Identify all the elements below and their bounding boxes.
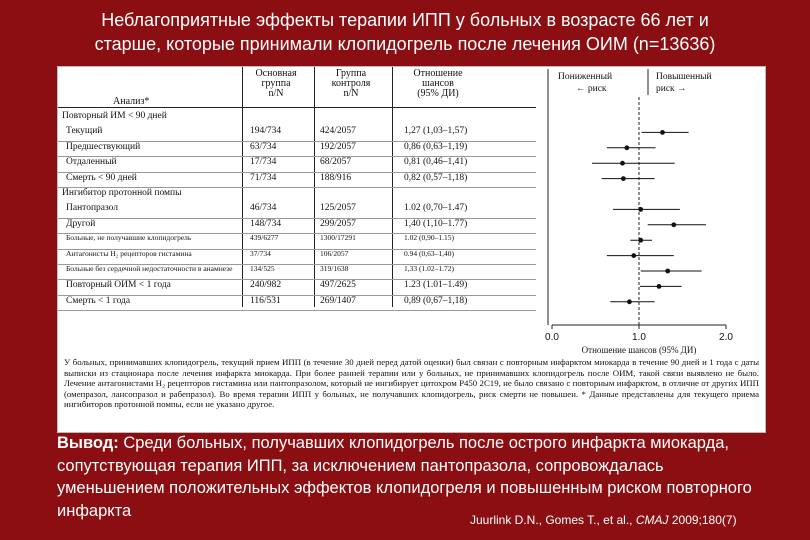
- row-label: Смерть < 1 года: [66, 295, 131, 306]
- scanned-table-figure: [57, 66, 766, 433]
- row-control-value: 192/2057: [320, 141, 356, 152]
- citation-authors: Juurlink D.N., Gomes T., et al.,: [470, 513, 636, 527]
- title-line-2: старше, которые принимали клопидогрель после лечения ОИМ (n=13636): [94, 34, 716, 54]
- legend-higher-risk: Повышенный риск →: [656, 72, 712, 94]
- forest-plot-svg: [545, 67, 763, 357]
- table-row: [58, 188, 536, 199]
- row-control-value: 319/1638: [320, 264, 349, 273]
- table-row: [58, 142, 536, 153]
- table-row: [58, 111, 536, 122]
- table-row: [58, 265, 536, 276]
- results-table: [58, 67, 536, 349]
- row-control-value: 1300/17291: [320, 233, 356, 243]
- point-estimate: [660, 130, 665, 135]
- table-row: [58, 126, 536, 137]
- row-or-value: 1,40 (1,10–1.77): [404, 218, 468, 229]
- row-label: Отдаленный: [66, 157, 117, 168]
- row-or-value: 1,27 (1,03–1,57): [404, 126, 468, 137]
- conclusion: [57, 432, 757, 522]
- row-or-value: 1.02 (0,90–1.15): [404, 233, 454, 243]
- point-estimate: [627, 299, 632, 304]
- row-control-value: 188/916: [320, 172, 352, 183]
- header-odds-ratio: Отношение шансов (95% ДИ): [413, 68, 463, 99]
- point-estimate: [621, 176, 626, 181]
- row-control-value: 497/2625: [320, 280, 356, 291]
- table-row: [58, 173, 536, 184]
- row-label: Пантопразол: [66, 203, 119, 214]
- point-estimate: [671, 222, 676, 227]
- point-estimate: [620, 161, 625, 166]
- table-row: [58, 280, 536, 291]
- x-axis-label: Отношение шансов (95% ДИ): [581, 345, 697, 355]
- row-label: Больные, не получавшие клопидогрель: [66, 233, 192, 243]
- row-label: Другой: [66, 218, 96, 229]
- x-tick-label: 2.0: [719, 332, 733, 343]
- row-main-value: 439/6277: [250, 233, 279, 243]
- table-row: [58, 234, 536, 245]
- table-row: [58, 250, 536, 261]
- row-main-value: 46/734: [250, 203, 277, 214]
- title-line-1: Неблагоприятные эффекты терапии ИПП у больных в возрасте 66 лет и: [101, 10, 709, 30]
- row-main-value: 71/734: [250, 172, 277, 183]
- row-label: Повторный ОИМ < 1 года: [66, 280, 171, 291]
- row-or-value: 0,86 (0,63–1,19): [404, 141, 468, 152]
- table-row: [58, 219, 536, 230]
- row-label: Ингибитор протонной помпы: [62, 188, 182, 198]
- x-tick-label: 1.0: [632, 332, 646, 343]
- row-main-value: 194/734: [250, 126, 282, 137]
- point-estimate: [665, 269, 670, 274]
- row-main-value: 148/734: [250, 218, 282, 229]
- row-label: Текущий: [66, 126, 103, 137]
- row-control-value: 125/2057: [320, 203, 356, 214]
- header-rule: [58, 107, 536, 108]
- row-control-value: 424/2057: [320, 126, 356, 137]
- row-control-value: 269/1407: [320, 295, 356, 306]
- point-estimate: [624, 145, 629, 150]
- slide-title: [0, 8, 810, 56]
- row-or-value: 1.23 (1.01–1.49): [404, 280, 468, 291]
- header-main-group: Основная группа n/N: [255, 68, 297, 99]
- row-main-value: 240/982: [250, 280, 282, 291]
- point-estimate: [631, 253, 636, 258]
- row-main-value: 17/734: [250, 157, 277, 168]
- row-control-value: 299/2057: [320, 218, 356, 229]
- row-or-value: 1,33 (1.02–1.72): [404, 264, 454, 273]
- row-label: Больные без сердечной недостаточности в анамнезе: [66, 264, 233, 273]
- row-label: Смерть < 90 дней: [66, 172, 137, 183]
- legend-lower-risk: Пониженный ← риск: [558, 72, 613, 94]
- row-rule: [58, 310, 536, 311]
- table-row: [58, 296, 536, 307]
- point-estimate: [638, 207, 643, 212]
- row-or-value: 1.02 (0,70–1.47): [404, 203, 468, 214]
- row-control-value: 68/2057: [320, 157, 352, 168]
- row-label: Антагонисты H₂ рецепторов гистамина: [66, 248, 192, 258]
- conclusion-label: Вывод:: [57, 434, 119, 452]
- forest-plot: [545, 67, 763, 357]
- row-control-value: 106/2057: [320, 248, 349, 258]
- row-or-value: 0.94 (0,63–1,40): [404, 248, 454, 258]
- point-estimate: [657, 284, 662, 289]
- table-row: [58, 203, 536, 214]
- header-analysis: Анализ*: [113, 96, 150, 107]
- x-tick-label: 0.0: [545, 332, 559, 343]
- row-main-value: 134/525: [250, 264, 275, 273]
- citation-ref: 2009;180(7): [668, 513, 737, 527]
- row-label: Повторный ИМ < 90 дней: [62, 111, 167, 121]
- row-label: Предшествующий: [66, 141, 141, 152]
- row-main-value: 63/734: [250, 141, 277, 152]
- table-row: [58, 157, 536, 168]
- conclusion-text: Среди больных, получавших клопидогрель после острого инфаркта миокарда, сопутствующая терапия ИПП, за исключением пантопразола, сопровождалась уменьшением положительных эффектов клопидогреля и повышенным риском повторного инфаркта: [57, 434, 752, 520]
- table-footnote: У больных, принимавших клопидогрель, текущий прием ИПП (в течение 30 дней перед датой оценки) был связан с повторным инфарктом миокарда в течение 90 дней и 1 года с даты выписки из стационара после лечения инфаркта миокарда. При более ранней терапии или у больных, не принимавших клопидогрель после ОИМ, такой связи выявлено не было. Лечение антагонистами H₂ рецепторов гистамина или пантопразолом, который не ингибирует цитохром P450 2C19, не было связано с повторным инфарктом, в отличие от других ИПП (омепразол, лансопразол и рабепразол). Во время терапии ИПП у больных, не получавших клопидогрель, риск смерти не повышен. * Данные представлены для текущего приема ингибиторов протонной помпы, если не указано другое.: [64, 357, 759, 410]
- point-estimate: [638, 238, 643, 243]
- row-or-value: 0,81 (0,46–1,41): [404, 157, 468, 168]
- row-main-value: 116/531: [250, 295, 281, 306]
- row-or-value: 0,82 (0,57–1,18): [404, 172, 468, 183]
- row-main-value: 37/734: [250, 248, 271, 258]
- citation: [470, 512, 737, 528]
- row-or-value: 0,89 (0,67–1,18): [404, 295, 468, 306]
- citation-journal: CMAJ: [635, 513, 669, 527]
- header-control-group: Группа контроля n/N: [331, 68, 371, 99]
